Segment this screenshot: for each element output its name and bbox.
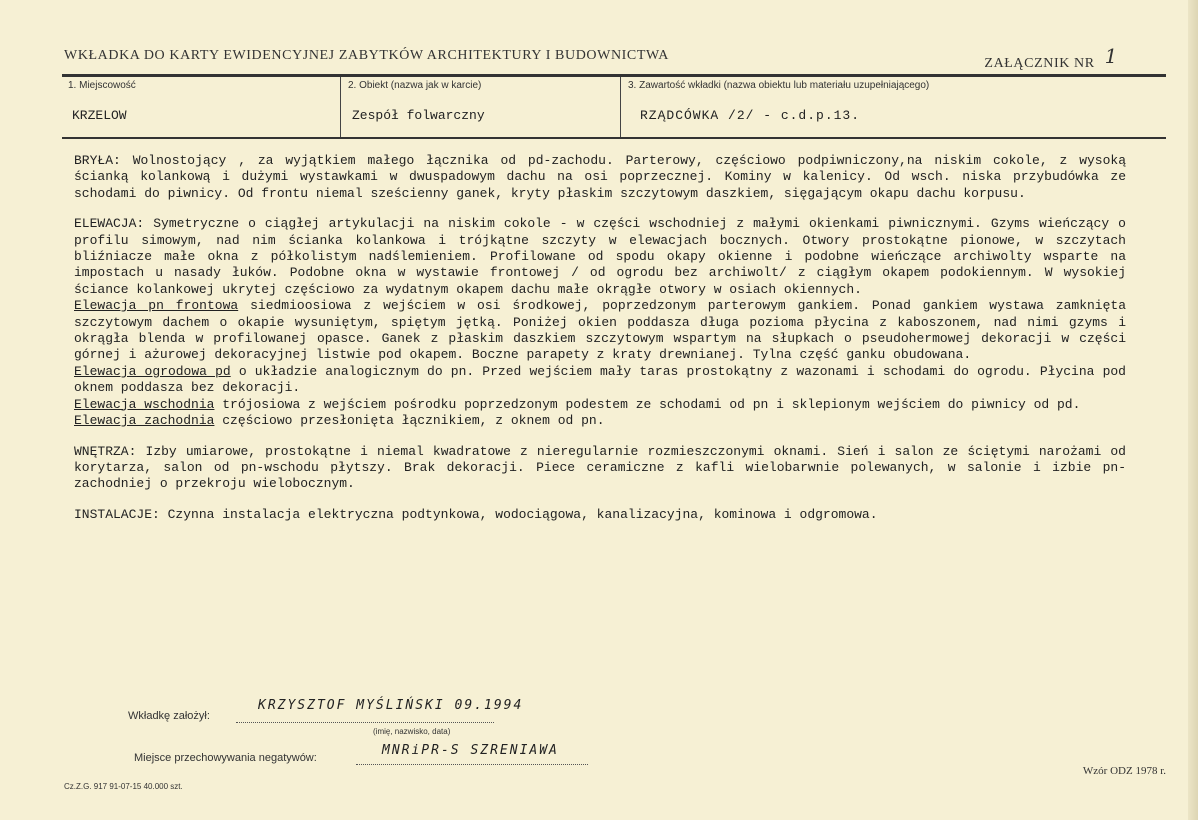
west-elevation-heading: Elewacja zachodnia: [74, 413, 215, 429]
garden-elevation-heading: Elewacja ogrodowa pd: [74, 363, 231, 379]
garden-elevation-text: o układzie analogicznym do pn. Przed wejściem mały taras prostokątny z wazonami i schodami do ogrodu. Płycina pod oknem poddasza bez dekoracji.: [74, 363, 1126, 396]
east-elevation-heading: Elewacja wschodnia: [74, 396, 215, 412]
east-elevation-paragraph: [74, 397, 1126, 413]
locality-value: KRZELOW: [72, 108, 127, 123]
content-cell: [622, 77, 1166, 137]
content-value: RZĄDCÓWKA /2/ - c.d.p.13.: [640, 108, 861, 123]
object-value: Zespół folwarczny: [352, 108, 485, 123]
annex-label-text: ZAŁĄCZNIK NR: [984, 56, 1095, 71]
header-fields-table: [62, 74, 1166, 139]
object-label: 2. Obiekt (nazwa jak w karcie): [348, 80, 482, 91]
template-version: Wzór ODZ 1978 r.: [1082, 765, 1166, 777]
form-title: WKŁADKA DO KARTY EWIDENCYJNEJ ZABYTKÓW ARCHITEKTURY I BUDOWNICTWA: [64, 48, 669, 63]
east-elevation-text: trójosiowa z wejściem pośrodku poprzedzonym podestem ze schodami od pn i sklepionym wejściem do piwnicy od pd.: [214, 396, 1081, 412]
storage-label: Miejsce przechowywania negatywów:: [134, 752, 317, 764]
instalacje-paragraph: INSTALACJE: Czynna instalacja elektryczna podtynkowa, wodociągowa, kanalizacyjna, kominowa i odgromowa.: [74, 506, 878, 522]
created-by-line: [236, 722, 494, 723]
storage-line: [356, 764, 588, 765]
scan-edge: [1188, 0, 1198, 820]
created-by-handwriting: KRZYSZTOF MYŚLIŃSKI 09.1994: [258, 698, 524, 713]
created-by-hint: (imię, nazwisko, data): [373, 727, 451, 736]
print-code: Cz.Z.G. 917 91-07-15 40.000 szt.: [64, 782, 183, 791]
garden-elevation-paragraph: [74, 364, 1126, 397]
locality-label: 1. Miejscowość: [68, 80, 136, 91]
created-by-label: Wkładkę założył:: [128, 710, 210, 722]
bryla-paragraph: BRYŁA: Wolnostojący , za wyjątkiem małego łącznika od pd-zachodu. Parterowy, częściowo podpiwniczony,na niskim cokole, z wysoką ścianką kolankową i dużymi wystawkami w dwuspadowym dachu na osi poprzecznej. Kominy w kalenicy. Od wsch. niska przybudówka ze schodami do piwnicy. Od frontu niemal sześcienny ganek, kryty płaskim szczytowym daszkiem, sięgającym okapu dachu korpusu.: [74, 153, 1126, 201]
description-body: [74, 153, 1126, 537]
annex-label: [984, 44, 1118, 72]
wnetrza-paragraph: WNĘTRZA: Izby umiarowe, prostokątne i niemal kwadratowe z nieregularnie rozmieszczonymi oknami. Sień i salon ze ściętymi narożami od korytarza, salon od pn-wschodu płytszy. Brak dekoracji. Piece ceramiczne z kafli wielobarwnie polewanych, w salonie i izbie pn-zachodniej o przekroju wielobocznym.: [74, 443, 1126, 492]
west-elevation-paragraph: [74, 413, 1126, 429]
storage-handwriting: MNRiPR-S SZRENIAWA: [382, 743, 559, 758]
front-elevation-text: siedmioosiowa z wejściem w osi środkowej, poprzedzonym parterowym gankiem. Ponad gankiem wystawa zamknięta szczytowym dachem o okapie wysuniętym, spiętym jętką. Poniżej okien poddasza długa pozioma płycina z kaboszonem, nad nimi gzyms i okrągła blenda w profilowanej opasce. Ganek z płaskim daszkiem szczytowym wspartym na słupkach o pseudohermowej dekoracji w części górnej i ażurowej dekoracyjnej listwie pod okapem. Boczne parapety z kraty drewnianej. Tylna część ganku obudowana.: [74, 298, 1126, 363]
content-label: 3. Zawartość wkładki (nazwa obiektu lub materiału uzupełniającego): [628, 80, 930, 91]
west-elevation-text: częściowo przesłonięta łącznikiem, z oknem od pn.: [214, 413, 605, 429]
object-cell: [342, 77, 621, 137]
front-elevation-paragraph: [74, 298, 1126, 364]
elewacja-paragraph: ELEWACJA: Symetryczne o ciągłej artykulacji na niskim cokole - w części wschodniej z małymi okienkami piwnicznymi. Gzyms wieńczący o profilu simowym, nad nim ścianka kolankowa i trójkątne szczyty w elewacjach bocznych. Otwory prostokątne pionowe, w szczytach bliźniacze małe okna z półkolistym nadślemieniem. Profilowane od spodu okapy okienne i podobne wieńczące archiwolty wsparte na impostach u nasady łuków. Podobne okna w wystawie frontowej / od ogrodu bez archiwolt/ z ciągłym okapem podokiennym. W wysokiej ściance kolankowej ukrytej częściowo za wydatnym okapem dachu małe okrągłe otwory w osiach okiennych.: [74, 216, 1126, 297]
annex-number: 1: [1104, 44, 1118, 68]
front-elevation-heading: Elewacja pn frontowa: [74, 298, 239, 314]
locality-cell: [62, 77, 341, 137]
